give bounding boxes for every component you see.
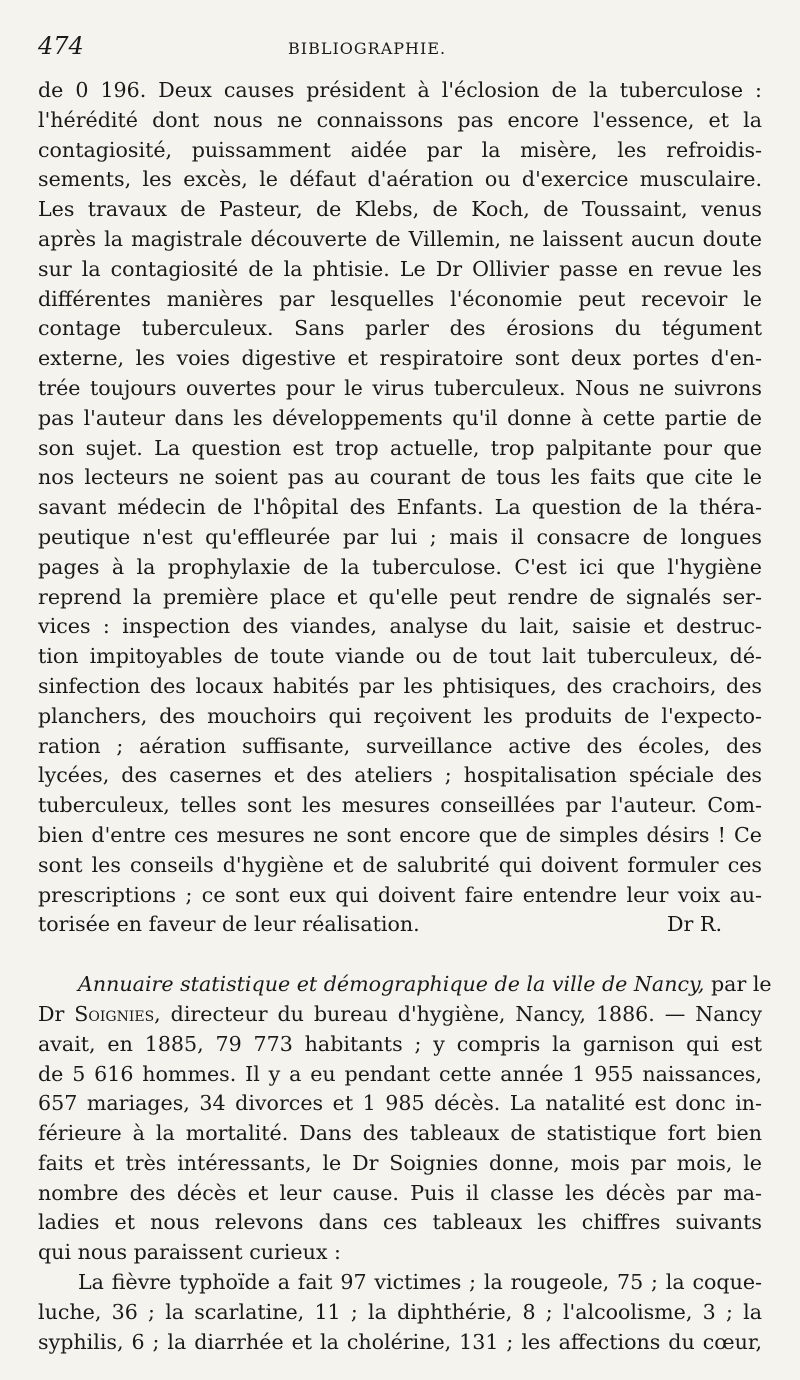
text-line: nos lecteurs ne soient pas au courant de tous les faits que cite le [38, 465, 762, 490]
text-line: avait, en 1885, 79 773 habitants ; y compris la garnison qui est [38, 1031, 762, 1056]
text-line: ladies et nous relevons dans ces tableaux les chiffres suivants [38, 1210, 762, 1235]
review-author-line: Dr Soignies, directeur du bureau d'hygiène, Nancy, 1886. — Nancy [38, 1001, 762, 1026]
text-line: 657 mariages, 34 divorces et 1 985 décès. La natalité est donc in- [38, 1091, 762, 1116]
review-heading-line: Annuaire statistique et démographique de la ville de Nancy, par le [78, 972, 772, 997]
mortality-figures [38, 1268, 762, 1357]
page-header [38, 32, 762, 76]
text-line: son sujet. La question est trop actuelle, trop palpitante pour que [38, 435, 762, 460]
text-line: La fièvre typhoïde a fait 97 victimes ; la rougeole, 75 ; la coque- [78, 1270, 762, 1295]
review-nancy-statistics [38, 970, 772, 1268]
text-line: pas l'auteur dans les développements qu'il donne à cette partie de [38, 405, 762, 430]
text-line: qui nous paraissent curieux : [38, 1240, 341, 1265]
review-closing-line: torisée en faveur de leur réalisation. [38, 912, 420, 937]
text-line: contage tuberculeux. Sans parler des érosions du tégument [38, 316, 762, 341]
text-line: après la magistrale découverte de Villemin, ne laissent aucun doute [38, 226, 762, 251]
text-line: planchers, des mouchoirs qui reçoivent les produits de l'expecto- [38, 703, 762, 728]
text-line: trée toujours ouvertes pour le virus tuberculeux. Nous ne suivrons [38, 375, 762, 400]
text-line: syphilis, 6 ; la diarrhée et la cholérine, 131 ; les affections du cœur, [38, 1329, 762, 1354]
running-title: BIBLIOGRAPHIE. [288, 39, 447, 58]
author-name: Soignies [74, 1001, 155, 1026]
text-line: de 0 196. Deux causes président à l'éclosion de la tuberculose : [38, 78, 762, 102]
text-line: sont les conseils d'hygiène et de salubrité qui doivent formuler ces [38, 852, 762, 877]
text-line: lycées, des casernes et des ateliers ; hospitalisation spéciale des [38, 763, 762, 788]
text-line: ration ; aération suffisante, surveillance active des écoles, des [38, 733, 762, 758]
text-line: pages à la prophylaxie de la tuberculose. C'est ici que l'hygiène [38, 554, 762, 579]
review-signature: Dr R. [667, 912, 722, 937]
text-line: vices : inspection des viandes, analyse du lait, saisie et destruc- [38, 614, 762, 639]
text-line: tuberculeux, telles sont les mesures conseillées par l'auteur. Com- [38, 793, 762, 818]
text-line: contagiosité, puissamment aidée par la misère, les refroidis- [38, 137, 762, 162]
text-line: Les travaux de Pasteur, de Klebs, de Koch, de Toussaint, venus [38, 197, 762, 222]
text-line: l'hérédité dont nous ne connaissons pas encore l'essence, et la [38, 107, 762, 132]
text-line: faits et très intéressants, le Dr Soignies donne, mois par mois, le [38, 1150, 762, 1175]
text-line: bien d'entre ces mesures ne sont encore que de simples désirs ! Ce [38, 822, 762, 847]
text-line: tion impitoyables de toute viande ou de tout lait tuberculeux, dé- [38, 644, 762, 669]
text-line: prescriptions ; ce sont eux qui doivent faire entendre leur voix au- [38, 882, 762, 907]
page-number: 474 [38, 32, 84, 60]
text-line: sur la contagiosité de la phtisie. Le Dr Ollivier passe en revue les [38, 256, 762, 281]
text-line: externe, les voies digestive et respiratoire sont deux portes d'en- [38, 346, 762, 371]
book-title: Annuaire statistique et démographique de la ville de Nancy, [78, 972, 705, 997]
text-line: luche, 36 ; la scarlatine, 11 ; la diphthérie, 8 ; l'alcoolisme, 3 ; la [38, 1299, 762, 1324]
text-line: nombre des décès et leur cause. Puis il classe les décès par ma- [38, 1180, 762, 1205]
text-line: de 5 616 hommes. Il y a eu pendant cette année 1 955 naissances, [38, 1061, 762, 1086]
text-line: férieure à la mortalité. Dans des tableaux de statistique fort bien [38, 1121, 762, 1146]
text-line: sements, les excès, le défaut d'aération ou d'exercice musculaire. [38, 167, 762, 192]
text-line: savant médecin de l'hôpital des Enfants. La question de la théra- [38, 495, 762, 520]
text-line: reprend la première place et qu'elle peut rendre de signalés ser- [38, 584, 762, 609]
review-tuberculosis [38, 76, 762, 940]
text-line: peutique n'est qu'effleurée par lui ; mais il consacre de longues [38, 524, 762, 549]
text-line: sinfection des locaux habités par les phtisiques, des crachoirs, des [38, 673, 762, 698]
text-line: différentes manières par lesquelles l'économie peut recevoir le [38, 286, 762, 311]
